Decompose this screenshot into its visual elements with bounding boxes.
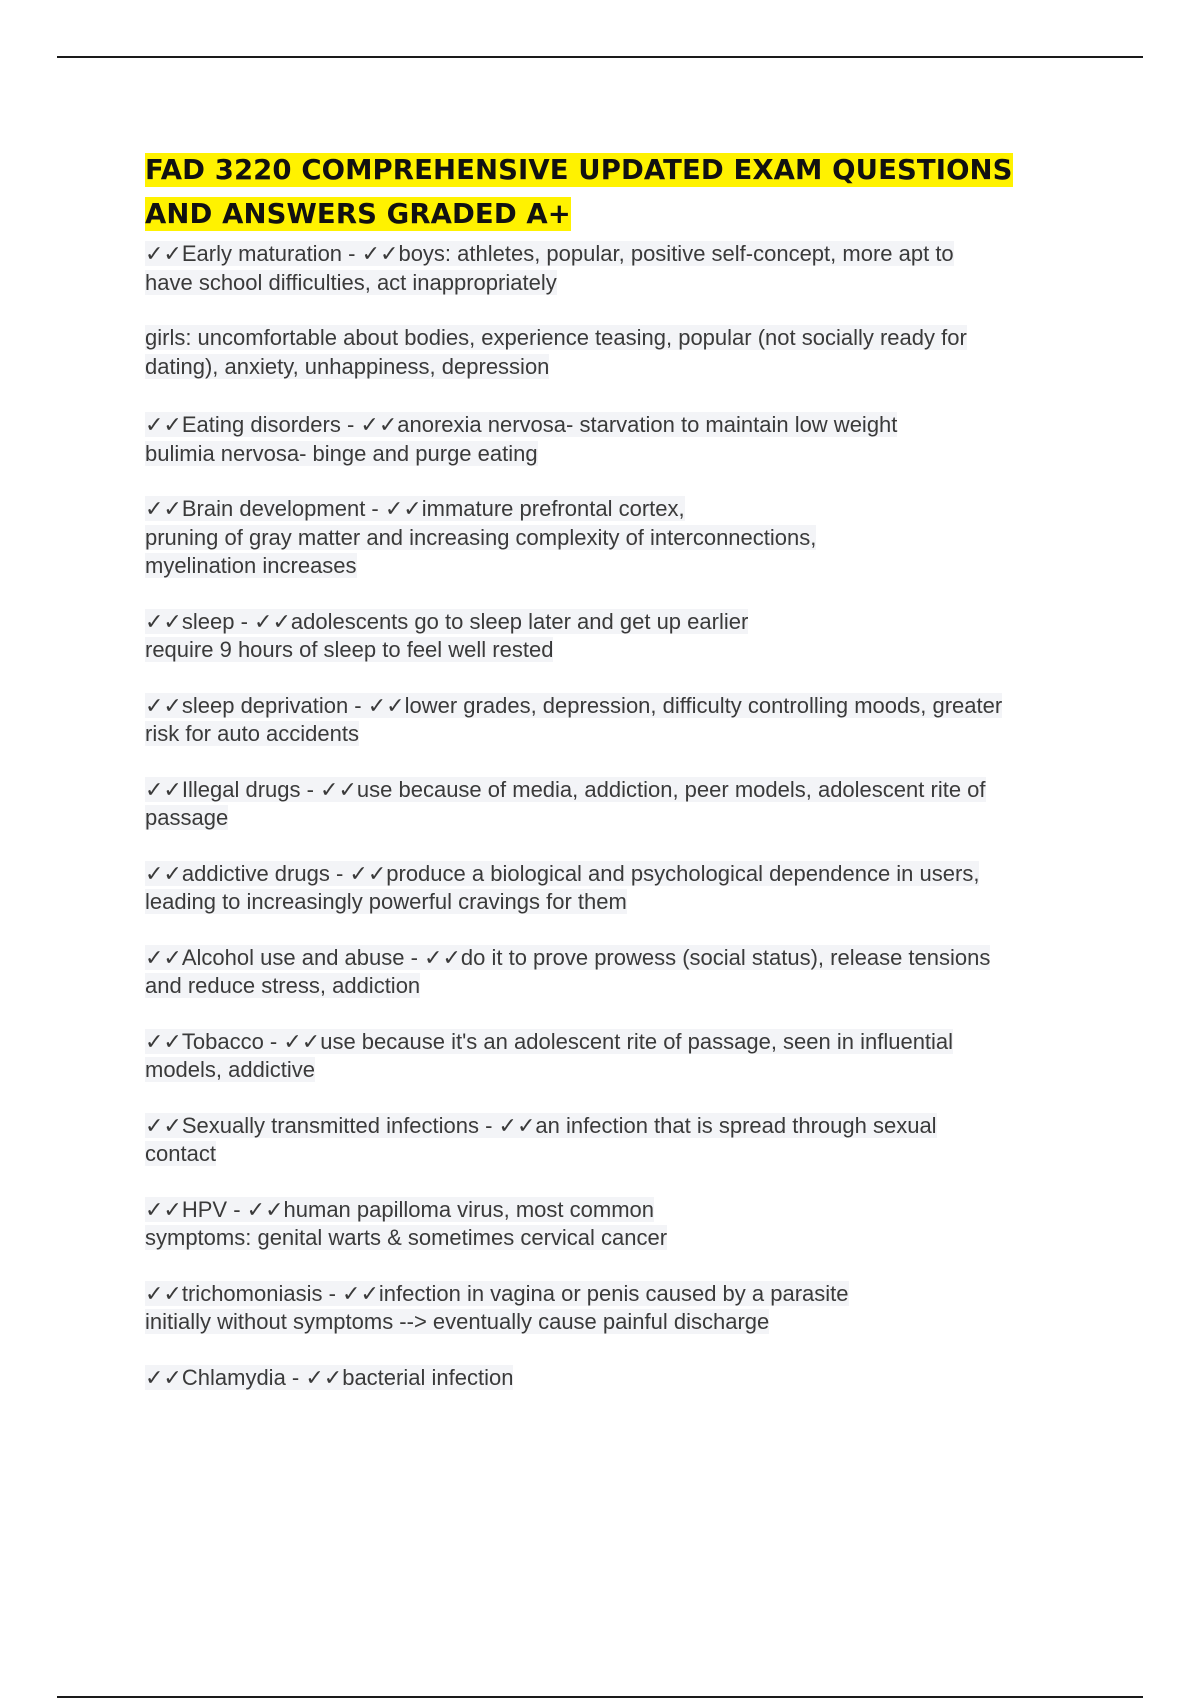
entry-line: ✓✓Early maturation - ✓✓boys: athletes, popular, positive self-concept, more apt to bbox=[145, 241, 954, 266]
qa-entry-sleep bbox=[145, 608, 1090, 665]
header-rule bbox=[57, 56, 1143, 58]
qa-entry-brain-development bbox=[145, 495, 1090, 581]
entry-line: ✓✓sleep - ✓✓adolescents go to sleep later and get up earlier bbox=[145, 608, 749, 634]
entry-line: ✓✓Illegal drugs - ✓✓use because of media, addiction, peer models, adolescent rite of bbox=[145, 776, 986, 802]
entry-line: ✓✓trichomoniasis - ✓✓infection in vagina or penis caused by a parasite bbox=[145, 1280, 849, 1306]
qa-entry-sleep-deprivation bbox=[145, 692, 1090, 749]
qa-entry-chlamydia bbox=[145, 1364, 1090, 1393]
entry-line: models, addictive bbox=[145, 1057, 315, 1082]
qa-entry-alcohol bbox=[145, 944, 1090, 1001]
entry-line: pruning of gray matter and increasing complexity of interconnections, bbox=[145, 524, 817, 550]
entry-line: risk for auto accidents bbox=[145, 721, 359, 746]
entry-line: ✓✓sleep deprivation - ✓✓lower grades, depression, difficulty controlling moods, greater bbox=[145, 692, 1003, 718]
entry-line: have school difficulties, act inappropriately bbox=[145, 269, 557, 295]
qa-entry-trichomoniasis bbox=[145, 1280, 1090, 1337]
qa-entry-girls bbox=[145, 324, 1090, 381]
qa-entry-illegal-drugs bbox=[145, 776, 1090, 833]
title-highlight bbox=[145, 153, 1013, 231]
document-title bbox=[145, 148, 1090, 236]
entry-line: symptoms: genital warts & sometimes cervical cancer bbox=[145, 1225, 668, 1250]
entry-line: ✓✓Sexually transmitted infections - ✓✓an infection that is spread through sexual bbox=[145, 1112, 937, 1138]
entry-line: bulimia nervosa- binge and purge eating bbox=[145, 440, 538, 466]
entry-line: ✓✓Eating disorders - ✓✓anorexia nervosa- starvation to maintain low weight bbox=[145, 412, 898, 437]
document-body bbox=[145, 148, 1090, 1392]
entry-line: leading to increasingly powerful cravings for them bbox=[145, 889, 627, 914]
qa-entry-hpv bbox=[145, 1196, 1090, 1253]
entry-line: ✓✓addictive drugs - ✓✓produce a biological and psychological dependence in users, bbox=[145, 860, 980, 886]
entry-line: contact bbox=[145, 1141, 216, 1166]
footer-rule bbox=[57, 1696, 1143, 1698]
qa-entry-sti bbox=[145, 1112, 1090, 1169]
qa-entry-early-maturation bbox=[145, 240, 1090, 297]
qa-entry-eating-disorders bbox=[145, 411, 1090, 468]
entry-line: passage bbox=[145, 805, 229, 830]
entry-line: and reduce stress, addiction bbox=[145, 973, 421, 998]
entry-line: ✓✓Tobacco - ✓✓use because it's an adolescent rite of passage, seen in influential bbox=[145, 1028, 954, 1054]
qa-entry-tobacco bbox=[145, 1028, 1090, 1085]
entry-line: require 9 hours of sleep to feel well rested bbox=[145, 637, 554, 662]
entry-line: ✓✓Chlamydia - ✓✓bacterial infection bbox=[145, 1364, 514, 1390]
entry-line: dating), anxiety, unhappiness, depression bbox=[145, 353, 550, 379]
entry-line: ✓✓Brain development - ✓✓immature prefrontal cortex, bbox=[145, 496, 685, 521]
qa-entry-addictive-drugs bbox=[145, 860, 1090, 917]
entry-line: ✓✓HPV - ✓✓human papilloma virus, most common bbox=[145, 1196, 654, 1222]
entry-line: girls: uncomfortable about bodies, experience teasing, popular (not socially ready for bbox=[145, 325, 967, 350]
entry-line: initially without symptoms --> eventually cause painful discharge bbox=[145, 1309, 770, 1334]
entry-line: ✓✓Alcohol use and abuse - ✓✓do it to prove prowess (social status), release tensions bbox=[145, 944, 991, 970]
title-line-1: FAD 3220 COMPREHENSIVE UPDATED EXAM QUESTIONS bbox=[145, 154, 1013, 186]
entry-line: myelination increases bbox=[145, 553, 357, 578]
title-line-2: AND ANSWERS GRADED A+ bbox=[145, 198, 571, 230]
